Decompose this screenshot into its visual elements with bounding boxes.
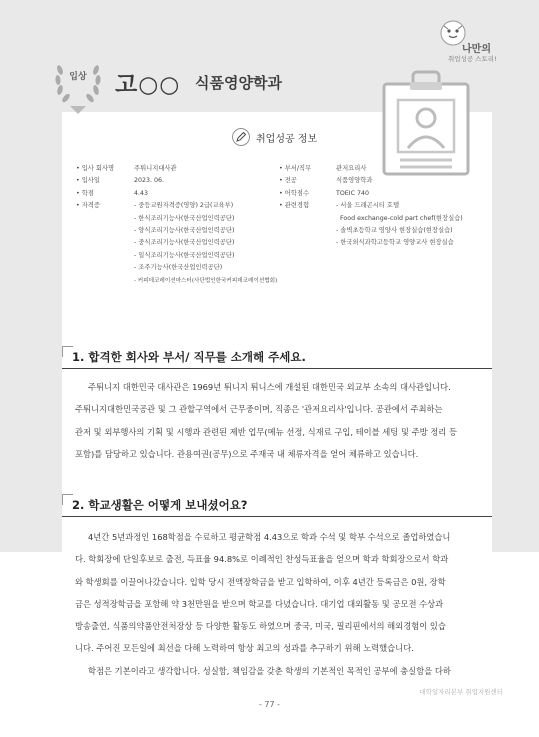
info-value: - 서울 드래곤시티 호텔 xyxy=(336,202,400,210)
info-value: 관저요리사 xyxy=(336,165,367,172)
info-row xyxy=(76,213,276,225)
student-major: 식품영양학과 xyxy=(195,74,282,92)
info-key: • 부서/직무 xyxy=(279,165,312,172)
info-row xyxy=(76,250,276,262)
body-line: 금은 성적장학금을 포함해 약 3천만원을 받으며 학교를 다녔습니다. 대기업 대외활동 및 공모전 수상과 xyxy=(75,598,444,609)
body-line: 관저 및 외부행사의 기획 및 시행과 관련된 제반 업무(메뉴 선정, 식재료 구입, 테이블 세팅 및 주방 정리 등 xyxy=(75,426,457,437)
body-line: 학점은 기본이라고 생각합니다. 성실함, 책임감을 갖춘 학생의 기본적인 목적인 공부에 충실함을 다하 xyxy=(88,665,451,676)
info-key: • 관련경험 xyxy=(279,202,310,210)
info-row xyxy=(76,163,276,175)
info-value: - 솔벽초등학교 영양사 현장실습(현장실습) xyxy=(336,226,453,234)
info-value: 식품영양학과 xyxy=(336,177,373,185)
info-row xyxy=(76,275,276,287)
story-logo xyxy=(436,18,526,66)
info-row xyxy=(279,237,489,249)
info-row xyxy=(76,200,276,212)
info-value: - 한국외식과학고등학교 영양교사 현장실습 xyxy=(336,239,454,247)
id-badge-icon xyxy=(380,60,472,178)
info-value: - 중등교원자격증(영양) 2급(교육부) xyxy=(134,202,234,210)
info-row xyxy=(279,188,489,200)
info-value: - 양식조리기능사(한국산업인력공단) xyxy=(134,226,235,234)
heading-underline xyxy=(62,368,492,369)
logo-subtitle: 취업성공 스토리! xyxy=(448,55,497,63)
info-key: • 어학점수 xyxy=(279,189,310,197)
body-line: 니다. 주어진 모든일에 최선을 다해 노력하여 항상 최고의 성과를 추구하기 위해 노력했습니다. xyxy=(75,643,414,654)
section-body xyxy=(75,376,495,465)
info-right-column xyxy=(279,163,489,250)
body-line: 4년간 5년과정인 168학점을 수료하고 평균학점 4.43으로 학과 수석 및 학부 수석으로 졸업하였습니 xyxy=(88,532,451,542)
info-value: Food exchange-cold part chef(현장실습) xyxy=(336,214,463,222)
section-heading xyxy=(62,494,492,522)
info-row xyxy=(279,175,489,187)
info-key: • 자격증 xyxy=(76,202,100,210)
body-line: 와 학생회를 이끌어나갔습니다. 입학 당시 전액장학금을 받고 입학하여, 이후 4년간 등록금은 0원, 장학 xyxy=(75,576,446,587)
info-value: - 조주기능사(한국산업인력공단) xyxy=(134,264,223,272)
info-row xyxy=(279,163,489,175)
info-value: 주튀니지대사관 xyxy=(134,165,177,172)
info-row xyxy=(76,237,276,249)
logo-title: 나만의 xyxy=(462,44,491,55)
info-value: 4.43 xyxy=(134,189,149,197)
info-row xyxy=(279,213,489,225)
info-value: - 일식조리기능사(한국산업인력공단) xyxy=(134,251,235,259)
body-line: 다. 학회장에 단일후보로 출전, 득표율 94.8%로 이례적인 찬성득표율을 얻으며 학과 학회장으로서 학과 xyxy=(75,554,449,565)
info-row xyxy=(279,200,489,212)
info-value: - 중식조리기능사(한국산업인력공단) xyxy=(134,239,235,247)
info-key: • 입사일 xyxy=(76,177,100,185)
pencil-icon xyxy=(232,128,250,146)
info-key: • 입사 회사명 xyxy=(76,165,115,172)
student-name: 고○○ xyxy=(115,72,181,98)
info-key: • 학점 xyxy=(76,189,94,197)
info-row xyxy=(76,262,276,274)
info-left-column xyxy=(76,163,276,287)
info-value: - 한식조리기능사(한국산업인력공단) xyxy=(134,214,235,222)
body-line: 방송출연, 식품의약품안전처장상 등 다양한 활동도 하였으며 중국, 미국, 필리핀에서의 해외경험이 있습 xyxy=(75,621,446,632)
info-value: - 커피데코레이션마스터(사단법인한국커피데코레이션협회) xyxy=(134,277,278,284)
info-row xyxy=(76,175,276,187)
info-row xyxy=(76,188,276,200)
body-line: 포함)를 담당하고 있습니다. 관용여권(공무)으로 주재국 내 체류자격을 얻어 체류하고 있습니다. xyxy=(75,448,419,459)
section-title: 2. 학교생활은 어떻게 보내셨어요? xyxy=(72,498,248,512)
info-key: • 전공 xyxy=(279,177,297,185)
page-number: - 77 - xyxy=(258,700,281,709)
heading-underline xyxy=(62,516,492,517)
info-title: 취업성공 정보 xyxy=(256,134,318,145)
laurel-wreath-icon xyxy=(52,56,104,116)
body-line: 주튀니지대한민국공관 및 그 관할구역에서 근무중이며, 직종은 '관저요리사'입니다. 공관에서 주최하는 xyxy=(75,404,443,415)
award-label: 입상 xyxy=(69,72,87,82)
info-row xyxy=(279,225,489,237)
section-body xyxy=(75,526,495,682)
info-row xyxy=(76,225,276,237)
footer-organization: 대학일자리본부 취업지원센터 xyxy=(419,688,503,696)
section-title: 1. 합격한 회사와 부서/ 직무를 소개해 주세요. xyxy=(72,350,306,364)
body-line: 주튀니지 대한민국 대사관은 1969년 튀니지 튀니스에 개설된 대한민국 외교부 소속의 대사관입니다. xyxy=(88,382,451,392)
info-value: TOEIC 740 xyxy=(336,189,370,197)
section-heading xyxy=(62,346,492,374)
info-value: 2023. 06. xyxy=(134,177,165,185)
